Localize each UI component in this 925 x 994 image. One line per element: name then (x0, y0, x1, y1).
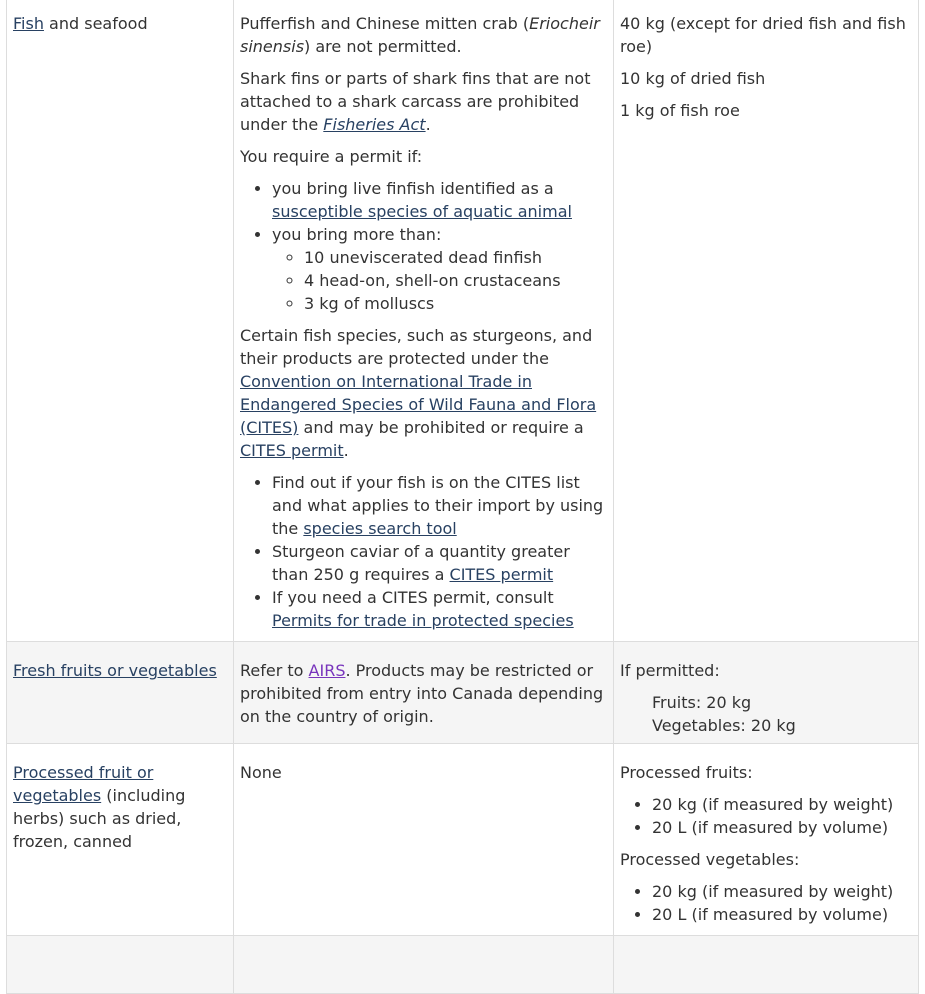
list-item: ◦ 4 head-on, shell-on crustaceans (304, 269, 607, 292)
text: Shark fins or parts of shark fins that are not attached to a shark carcass are prohibited under the (240, 69, 591, 134)
table-row (7, 0, 919, 642)
shark-fin-note (240, 67, 607, 136)
text: you bring more than: (272, 225, 442, 244)
item-cell (7, 744, 234, 936)
limits-cell (614, 642, 919, 744)
text: Refer to (240, 661, 309, 680)
list-item (272, 540, 607, 586)
airs-link[interactable]: AIRS (308, 661, 346, 680)
list-item: ◦ 10 uneviscerated dead finfish (304, 246, 607, 269)
table-row (7, 744, 919, 936)
limit-text: Fruits: 20 kg (652, 693, 752, 712)
list-item (272, 471, 607, 540)
item-label: and seafood (43, 14, 148, 33)
limits-cell (614, 0, 919, 642)
table-row (7, 936, 919, 994)
list-item: ◦ 3 kg of molluscs (304, 292, 607, 315)
limit-text: Vegetables: 20 kg (652, 716, 796, 735)
text: . (425, 115, 431, 134)
restrictions-cell (234, 936, 614, 994)
species-name: Eriocheir sinensis (240, 14, 600, 56)
restrictions-cell (234, 0, 614, 642)
cites-list (240, 471, 607, 632)
vegetables-limit-list (620, 880, 912, 926)
list-item: • 20 kg (if measured by weight) (652, 793, 912, 816)
cites-convention-link[interactable]: Convention on International Trade in Endangered Species of Wild Fauna and Flora (CITES) (240, 372, 597, 437)
fish-link[interactable]: Fish (13, 14, 44, 33)
cites-permit-link[interactable]: CITES permit (240, 441, 344, 460)
text: Sturgeon caviar of a quantity greater than 250 g requires a (272, 542, 570, 584)
item-label: (including herbs) such as dried, frozen, canned (13, 786, 186, 851)
item-cell (7, 642, 234, 744)
limit-text: 1 kg of fish roe (620, 101, 740, 120)
text: . Products may be restricted or prohibited from entry into Canada depending on the country of origin. (240, 661, 604, 726)
list-item (272, 223, 607, 315)
restrictions-cell (234, 642, 614, 744)
list-item: • 20 L (if measured by volume) (652, 816, 912, 839)
text: . (343, 441, 349, 460)
limit-text: 10 kg of dried fish (620, 69, 766, 88)
item-cell (7, 936, 234, 994)
list-item (272, 586, 607, 632)
limit-heading: Processed vegetables: (620, 850, 800, 869)
permit-intro: You require a permit if: (240, 147, 423, 166)
table-row (7, 642, 919, 744)
limit-text: 40 kg (except for dried fish and fish roe) (620, 14, 906, 56)
sub-list (272, 246, 607, 315)
species-search-tool-link[interactable]: species search tool (303, 519, 457, 538)
text: Certain fish species, such as sturgeons, and their products are protected under the (240, 326, 593, 368)
text: If you need a CITES permit, consult (272, 588, 554, 607)
restriction-text: None (240, 763, 282, 782)
text: ) are not permitted. (304, 37, 462, 56)
cites-permit-link[interactable]: CITES permit (449, 565, 554, 584)
fisheries-act-link[interactable]: Fisheries Act (323, 115, 426, 134)
text: Pufferfish and Chinese mitten crab ( (240, 14, 530, 33)
text: Find out if your fish is on the CITES list and what applies to their import by using the (272, 473, 604, 538)
pufferfish-note (240, 12, 607, 58)
limit-heading: Processed fruits: (620, 763, 753, 782)
limits-cell (614, 936, 919, 994)
fresh-fruits-vegetables-link[interactable]: Fresh fruits or vegetables (13, 661, 217, 680)
list-item: • 20 kg (if measured by weight) (652, 880, 912, 903)
permits-protected-species-link[interactable]: Permits for trade in protected species (272, 611, 574, 630)
item-cell (7, 0, 234, 642)
list-item: • 20 L (if measured by volume) (652, 903, 912, 926)
processed-fruit-vegetables-link[interactable]: Processed fruit or vegetables (13, 763, 154, 805)
limits-cell (614, 744, 919, 936)
import-limits-table (6, 0, 919, 994)
limit-intro: If permitted: (620, 661, 720, 680)
airs-note (240, 659, 607, 728)
susceptible-species-link[interactable]: susceptible species of aquatic animal (272, 202, 572, 221)
text: and may be prohibited or require a (298, 418, 584, 437)
fruits-limit-list (620, 793, 912, 839)
permit-list (240, 177, 607, 315)
list-item (272, 177, 607, 223)
restrictions-cell (234, 744, 614, 936)
cites-note (240, 324, 607, 462)
text: you bring live finfish identified as a (272, 179, 554, 198)
